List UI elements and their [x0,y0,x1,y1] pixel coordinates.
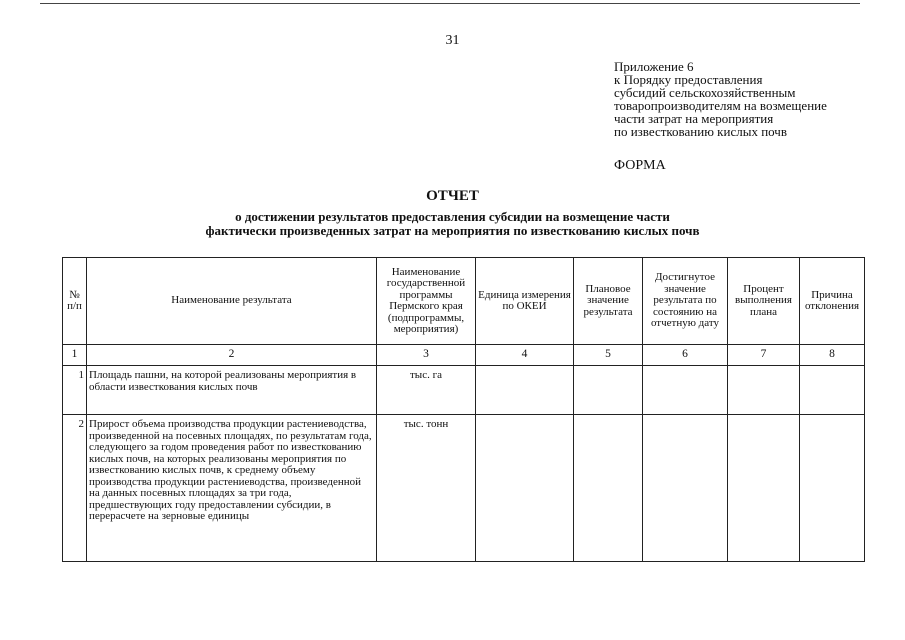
row-empty-cell [728,415,800,562]
report-title: ОТЧЕТ [426,188,479,204]
table-row [63,366,865,415]
appendix-line: субсидий сельскохозяйственным [614,85,796,100]
header-cell-reason: Причина отклонения [800,258,865,345]
row-empty-cell [800,366,865,415]
row-result-name: Площадь пашни, на которой реализованы мероприятия в области известкования кислых почв [87,366,377,415]
header-cell-percent: Процент выполнения плана [728,258,800,345]
column-number-row [63,345,865,366]
header-cell-achieved: Достигнутое значение результата по состоянию на отчетную дату [643,258,728,345]
header-cell-planned: Плановое значение результата [574,258,643,345]
header-cell-unit: Единица измерения по ОКЕИ [476,258,574,345]
row-number: 2 [63,415,87,562]
row-empty-cell [574,366,643,415]
appendix-line: к Порядку предоставления [614,72,763,87]
appendix-line: Приложение 6 [614,59,694,74]
row-number: 1 [63,366,87,415]
report-subtitle-line: фактически произведенных затрат на мероприятия по известкованию кислых почв [205,223,700,238]
row-empty-cell [574,415,643,562]
column-number: 3 [377,345,476,366]
row-unit: тыс. тонн [377,415,476,562]
row-empty-cell [476,366,574,415]
row-empty-cell [643,366,728,415]
top-rule [40,3,860,4]
column-number: 2 [87,345,377,366]
column-number: 5 [574,345,643,366]
appendix-line: части затрат на мероприятия [614,111,774,126]
report-subtitle-line: о достижении результатов предоставления субсидии на возмещение части [235,209,670,224]
column-number: 8 [800,345,865,366]
row-empty-cell [643,415,728,562]
form-label: ФОРМА [614,158,666,173]
page-number: 31 [445,33,460,48]
row-result-name: Прирост объема производства продукции растениеводства, произведенной на посевных площадях, по результатам года, следующего за годом проведения работ по известкованию кислых почв, на которых реализованы мероприятия по известкованию кислых почв, к среднему объему производства продукции растениеводства, произведенной на данных посевных площадях за три года, предшествующих году предоставлении субсидии, в перерасчете на зерновые единицы [87,415,377,562]
header-cell-result-name: Наименование результата [87,258,377,345]
appendix-line: по известкованию кислых почв [614,124,787,139]
table-row [63,415,865,562]
appendix-block [614,60,827,138]
row-empty-cell [476,415,574,562]
column-number: 1 [63,345,87,366]
report-table [62,257,865,562]
row-unit: тыс. га [377,366,476,415]
column-number: 7 [728,345,800,366]
row-empty-cell [800,415,865,562]
header-cell-program: Наименование государственной программы Пермского края (подпрограммы, мероприятия) [377,258,476,345]
header-cell-number: № п/п [63,258,87,345]
header-row [63,258,865,345]
column-number: 4 [476,345,574,366]
column-number: 6 [643,345,728,366]
row-empty-cell [728,366,800,415]
report-subtitle [0,210,905,238]
appendix-line: товаропроизводителям на возмещение [614,98,827,113]
